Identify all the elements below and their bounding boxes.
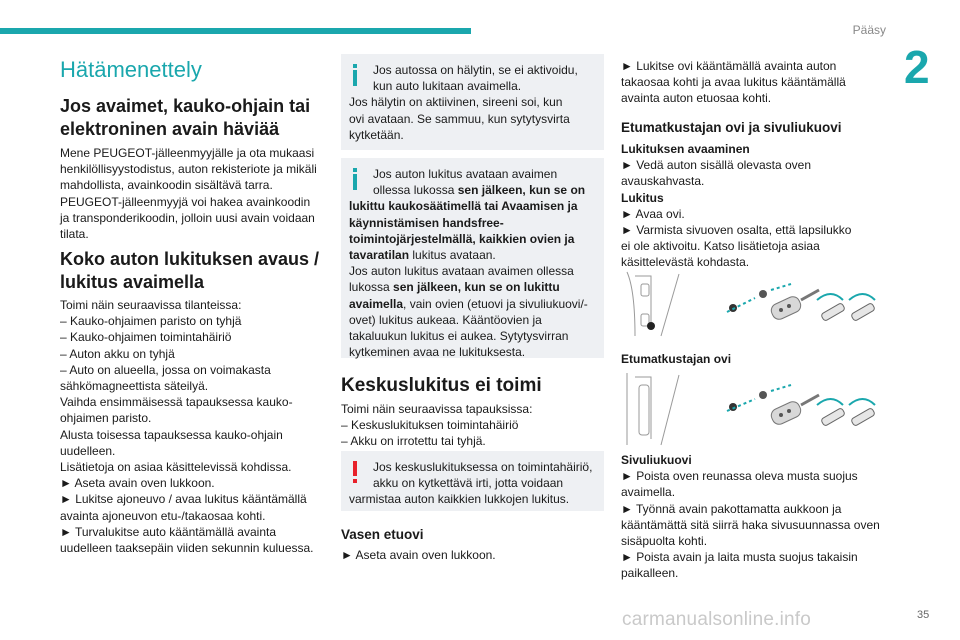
warning-note-central-locking: Jos keskuslukituksessa on toimintahäiriö, akku on kytkettävä irti, jotta voidaan varmistaa auton kaikkien lukkojen lukitus.: [341, 451, 604, 511]
paragraph-left-front-door: ► Aseta avain oven lukkoon.: [341, 548, 496, 562]
paragraph-full-unlock: Toimi näin seuraavissa tilanteissa: – Kauko-ohjaimen paristo on tyhjä – Kauko-ohjaimen toimintahäiriö – Auton akku on tyhjä – Auto on alueella, jossa on voimakasta sähkömagneettista säteilyä. Vaihda ensimmäisessä tapauksessa kauko- ohjaimen paristo. Alusta toisessa tapauksessa kauko-ohjain uudelleen. Lisätietoja on asiaa käsittelevissä kohdissa. ► Aseta avain oven lukkoon. ► Lukitse ajoneuvo / avaa lukitus kääntämällä avainta ajoneuvon etu-/takaosaa kohti. ► Turvalukitse auto kääntämällä avainta uudelleen taaksepäin viiden sekunnin kuluessa.: [60, 298, 314, 556]
watermark: carmanualsonline.info: [622, 609, 812, 630]
heading-lost-key: Jos avaimet, kauko-ohjain tai elektroninen avain häviää: [60, 96, 311, 139]
paragraph-central-locking: Toimi näin seuraavissa tapauksissa: – Keskuslukituksen toimintahäiriö – Akku on irrotettu tai tyhjä.: [341, 402, 533, 449]
heading-left-front-door: Vasen etuovi: [341, 527, 424, 542]
section-title: Hätämenettely: [60, 57, 202, 82]
key-icon: [769, 395, 819, 427]
front-passenger-door-illustration: [621, 270, 883, 338]
page-number: 35: [917, 609, 930, 621]
heading-full-unlock: Koko auton lukituksen avaus / lukitus avaimella: [60, 249, 320, 292]
caption-front-passenger-door: Etumatkustajan ovi: [621, 352, 732, 366]
key-icon: [769, 290, 819, 322]
lock-cover-icon: [647, 322, 655, 330]
heading-passenger-sliding-door: Etumatkustajan ovi ja sivuliukuovi: [621, 120, 842, 135]
info-note-alarm: Jos autossa on hälytin, se ei aktivoidu, kun auto lukitaan avaimella. Jos hälytin on aktiivinen, sireeni soi, kun ovi avataan. Se sammuu, kun sytytysvirta kytketään.: [341, 54, 604, 150]
paragraph-lost-key: Mene PEUGEOT-jälleenmyyjälle ja ota mukaasi henkilöllisyystodistus, auton rekisteriote ja mikäli mahdollista, avainkoodin sisältävä tarra. PEUGEOT-jälleenmyyjä voi hakea avainkoodin ja transponderikoodin, jolloin uusi avain voidaan tilata.: [60, 146, 317, 242]
paragraph-sliding-door: Sivuliukuovi ► Poista oven reunassa oleva musta suojus avaimella. ► Työnnä avain pakottamatta aukkoon ja kääntämättä sitä siirrä haka sivusuunnassa oven sisäpuolta kohti. ► Poista avain ja laita musta suojus takaisin paikalleen.: [621, 453, 880, 581]
sliding-door-illustration: [621, 371, 883, 447]
header-accent-bar: [0, 28, 471, 34]
chapter-number: 2: [904, 41, 930, 93]
info-note-unlock: Jos auton lukitus avataan avaimen ollessa lukossa sen jälkeen, kun se on lukittu kaukosäätimellä tai Avaamisen ja käynnistämisen handsfree- toimintojärjestelmällä, kaikkien ovien ja tavaratilan lukitus avataan. Jos auton lukitus avataan avaimen ollessa lukossa sen jälkeen, kun se on lukittu avaimella, vain ovien (etuovi ja sivuliukuovi/- ovet) lukitus aukeaa. Kääntöovien ja takaluukun lukitus ei aukea. Sytytysvirran kytkeminen avaa ne lukituksesta.: [341, 158, 604, 358]
heading-central-locking: Keskuslukitus ei toimi: [341, 375, 542, 396]
paragraph-unlock-lock: Lukituksen avaaminen ► Vedä auton sisällä olevasta oven avauskahvasta. Lukitus ► Avaa ovi. ► Varmista sivuoven osalta, että lapsilukko ei ole aktivoitu. Katso lisätietoja asiaa käsittelevästä kohdasta.: [621, 142, 852, 270]
latch-icon: [821, 303, 876, 322]
running-header-title: Pääsy: [852, 23, 886, 37]
latch-icon: [821, 408, 876, 427]
paragraph-lock-turn: ► Lukitse ovi kääntämällä avainta auton takaosaa kohti ja avaa lukitus kääntämällä avainta auton etuosaa kohti.: [621, 59, 846, 106]
